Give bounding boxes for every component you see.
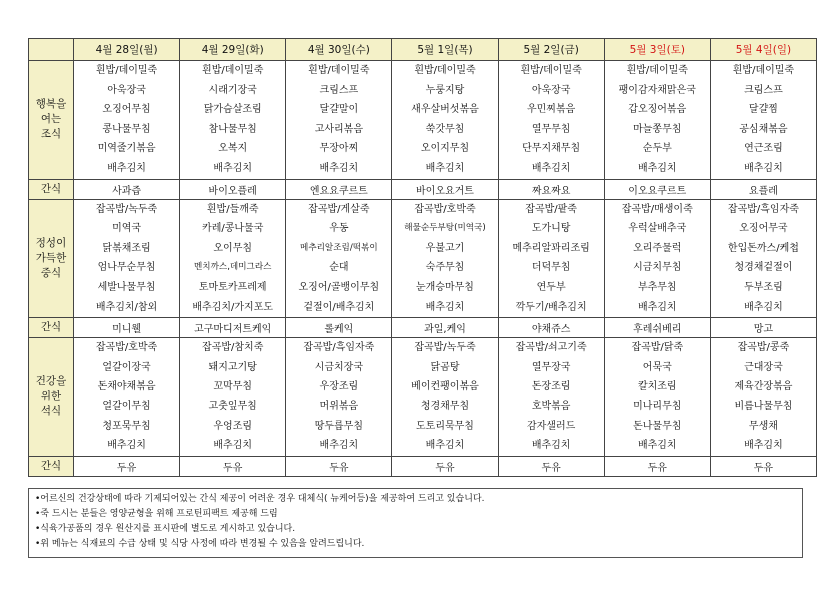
dish-item: 콩나물무침 (102, 123, 151, 135)
dish-item: 배추김치 (213, 162, 253, 174)
dinner-day-cell (710, 338, 816, 457)
dish-item: 얼갈이장국 (102, 361, 151, 373)
dish-item: 닭가슴살조림 (203, 104, 262, 116)
dish-item: 칼치조림 (637, 381, 677, 393)
dish-item: 잡곡밥/흑임자죽 (303, 342, 375, 354)
dish-item: 오리주물럭 (633, 242, 682, 254)
dish-item: 눈개승마무침 (416, 281, 474, 293)
lunch-day-cell (180, 199, 286, 318)
date-header: 4월 28일(월) (74, 39, 180, 61)
dish-item: 연근조림 (744, 143, 783, 155)
dinner-day-cell (74, 338, 180, 457)
dish-item: 달걀말이 (319, 104, 359, 116)
dish-item: 잡곡밥/닭죽 (631, 342, 684, 354)
snack-row-1 (29, 179, 817, 199)
dish-item: 배추김치 (107, 440, 146, 452)
dish-item: 우불고기 (425, 242, 465, 254)
dish-item: 배추김치 (531, 440, 571, 452)
dish-item: 우럭살배추국 (628, 223, 687, 235)
dish-item: 호박볶음 (531, 400, 571, 412)
dinner-day-cell (392, 338, 498, 457)
note-line: •어르신의 건강상태에 따라 기제되어있는 간식 제공이 어려운 경우 대체식( 뉴케어등)을 제공하여 드리고 있습니다. (35, 494, 485, 504)
dish-item: 베이컨팽이볶음 (411, 381, 479, 393)
dish-item: 잡곡밥/콩죽 (737, 342, 790, 354)
dish-item: 흰밥/데이밀죽 (202, 65, 264, 76)
dish-item: 겉절이/배추김치 (303, 301, 375, 313)
dish-item: 순대 (329, 262, 349, 274)
dish-item: 세발나물무침 (97, 281, 156, 293)
dish-item: 돈장조림 (531, 381, 571, 393)
breakfast-day-cell (710, 61, 816, 180)
dish-item: 잡곡밥/팥죽 (525, 203, 577, 215)
date-header-row (29, 39, 817, 61)
dinner-day-cell (180, 338, 286, 457)
snack-row-3 (29, 456, 817, 476)
snack-cell: 바이오플레 (180, 179, 286, 199)
dish-item: 도토리묵무침 (416, 420, 474, 432)
lunch-label: 정성이 가득한 중식 (29, 199, 74, 318)
dish-item: 돈채야채볶음 (97, 381, 156, 393)
snack-cell: 과일,케익 (392, 318, 498, 338)
lunch-day-cell (392, 199, 498, 318)
date-header-holiday: 5월 3일(토) (604, 39, 710, 61)
dish-item: 배추김치 (744, 440, 783, 452)
dish-item: 잡곡밥/흑임자죽 (727, 203, 799, 215)
dish-item: 어묵국 (642, 361, 672, 373)
snack-cell: 엔요요쿠르트 (286, 179, 392, 199)
lunch-day-cell (74, 199, 180, 318)
snack-cell: 두유 (180, 456, 286, 476)
dish-item: 배추김치 (637, 440, 677, 452)
dish-item: 무생채 (748, 420, 778, 432)
dish-item: 흰밥/데이밀죽 (95, 65, 158, 76)
dish-item: 잡곡밥/매생이죽 (621, 203, 693, 215)
dish-item: 숙주무침 (425, 262, 465, 274)
dish-item: 오징어무국 (739, 223, 788, 235)
dish-item: 배추김치 (213, 440, 253, 452)
dish-item: 배추김치 (744, 301, 783, 313)
dish-item: 미역줄기볶음 (97, 143, 156, 155)
dish-item: 잡곡밥/호박죽 (95, 342, 158, 354)
dish-item: 우동 (329, 223, 349, 235)
dish-item: 우엉조림 (213, 420, 253, 432)
dish-item: 돼지고기탕 (208, 361, 257, 373)
lunch-day-cell (286, 199, 392, 318)
dish-item: 돈나물무침 (633, 420, 682, 432)
dish-item: 감자샐러드 (526, 420, 576, 432)
dish-item: 잡곡밥/게살죽 (308, 203, 370, 215)
dish-item: 열무무침 (531, 123, 571, 135)
breakfast-row (29, 61, 817, 180)
dinner-label: 건강을 위한 석식 (29, 338, 74, 457)
dish-item: 꼬막무침 (213, 381, 253, 393)
dish-item: 얼갈이무침 (102, 400, 151, 412)
snack-row-2 (29, 318, 817, 338)
dish-item: 부추무침 (637, 281, 677, 293)
dish-item: 시래기장국 (208, 84, 257, 96)
snack-cell: 짜요짜요 (498, 179, 604, 199)
dish-item: 배추김치 (637, 301, 677, 313)
dish-item: 흰밥/데이밀죽 (520, 65, 582, 76)
snack-cell: 바이오요거트 (392, 179, 498, 199)
dish-item: 고사리볶음 (314, 123, 363, 135)
date-header-holiday: 5월 4일(일) (710, 39, 816, 61)
snack-cell: 후레쉬베리 (604, 318, 710, 338)
dish-item: 배추김치/참외 (95, 301, 158, 313)
snack-cell: 고구마디저트케익 (180, 318, 286, 338)
breakfast-day-cell (498, 61, 604, 180)
dish-item: 오징어/골뱅이무침 (298, 281, 380, 293)
dish-item: 잡곡밥/녹두죽 (95, 203, 158, 215)
dish-item: 아욱장국 (107, 84, 146, 96)
dish-item: 청경채겉절이 (734, 262, 793, 274)
dish-item: 메추리알조림/떡볶이 (300, 242, 378, 253)
dish-item: 배추김치/가지포도 (192, 301, 274, 313)
lunch-row (29, 199, 817, 318)
dinner-day-cell (604, 338, 710, 457)
dish-item: 머위볶음 (319, 400, 359, 412)
dish-item: 배추김치 (531, 162, 571, 174)
dish-item: 열무장국 (531, 361, 571, 373)
dish-item: 갑오징어볶음 (628, 104, 687, 116)
dish-item: 깍두기/배추김치 (515, 301, 587, 313)
snack-cell: 두유 (498, 456, 604, 476)
dish-item: 순두부 (642, 143, 672, 155)
dish-item: 미역국 (112, 223, 142, 235)
snack-cell: 사과즙 (74, 179, 180, 199)
dish-item: 잡곡밥/호박죽 (414, 203, 476, 215)
snack-cell: 이오요쿠르트 (604, 179, 710, 199)
dish-item: 흰밥/데이밀죽 (626, 65, 688, 76)
dish-item: 땅두릅무침 (314, 420, 363, 432)
dish-item: 단무지채무침 (522, 143, 581, 155)
dish-item: 메추리알꽈리조림 (512, 242, 590, 254)
dish-item: 오복지 (218, 143, 248, 155)
dish-item: 흰밥/데이밀죽 (308, 65, 370, 76)
note-line: •죽 드시는 분들은 영양균형을 위해 프로틴피팩트 제공해 드림 (35, 509, 278, 519)
dish-item: 멘치까스,데미그라스 (193, 262, 272, 273)
dish-item: 더덕무침 (531, 262, 571, 274)
dish-item: 근대장국 (744, 361, 783, 373)
date-header: 5월 2일(금) (498, 39, 604, 61)
lunch-day-cell (604, 199, 710, 318)
dish-item: 두부조림 (744, 281, 783, 293)
lunch-day-cell (498, 199, 604, 318)
dish-item: 배추김치 (425, 301, 465, 313)
dish-item: 닭곰탕 (430, 361, 460, 373)
note-line: •식육가공품의 경우 원산지를 표시판에 별도로 게시하고 있습니다. (35, 524, 296, 534)
dish-item: 크림스프 (319, 84, 359, 96)
dish-item: 배추김치 (107, 162, 146, 174)
dish-item: 참나물무침 (208, 123, 257, 135)
notes-box (28, 488, 803, 558)
dish-item: 흰밥/데이밀죽 (414, 65, 476, 76)
dish-item: 잡곡밥/녹두죽 (414, 342, 476, 354)
snack-cell: 두유 (392, 456, 498, 476)
dish-item: 마늘쫑무침 (633, 123, 682, 135)
dinner-day-cell (498, 338, 604, 457)
breakfast-day-cell (392, 61, 498, 180)
dish-item: 미나리무침 (633, 400, 682, 412)
dish-item: 크림스프 (744, 84, 783, 96)
snack-cell: 롤케익 (286, 318, 392, 338)
dinner-day-cell (286, 338, 392, 457)
lunch-day-cell (710, 199, 816, 318)
snack-cell: 요플레 (710, 179, 816, 199)
dish-item: 배추김치 (319, 440, 359, 452)
breakfast-day-cell (74, 61, 180, 180)
snack-cell: 야채쥬스 (498, 318, 604, 338)
breakfast-day-cell (286, 61, 392, 180)
dish-item: 잡곡밥/쇠고기죽 (515, 342, 587, 354)
dish-item: 해물순두부탕(미역국) (404, 223, 486, 234)
dish-item: 도가니탕 (531, 223, 571, 235)
dish-item: 배추김치 (637, 162, 677, 174)
dish-item: 시금치무침 (633, 262, 682, 274)
dish-item: 새우살버섯볶음 (411, 104, 479, 116)
snack-cell: 두유 (710, 456, 816, 476)
dish-item: 배추김치 (319, 162, 359, 174)
dish-item: 쑥갓무침 (425, 123, 465, 135)
breakfast-day-cell (604, 61, 710, 180)
weekly-menu-table (28, 38, 817, 477)
dish-item: 흰밥/들깨죽 (206, 203, 259, 215)
dish-item: 배추김치 (425, 440, 465, 452)
dish-item: 오이지무침 (420, 143, 470, 155)
dish-item: 닭볶채조림 (102, 242, 151, 254)
breakfast-day-cell (180, 61, 286, 180)
dinner-row (29, 338, 817, 457)
snack-label: 간식 (29, 318, 74, 338)
dish-item: 공심채볶음 (739, 123, 788, 135)
snack-label: 간식 (29, 179, 74, 199)
dish-item: 팽이감자채맑은국 (618, 84, 696, 96)
dish-item: 청경채무침 (420, 400, 470, 412)
date-header: 4월 30일(수) (286, 39, 392, 61)
dish-item: 배추김치 (425, 162, 465, 174)
dish-item: 우민찌볶음 (526, 104, 576, 116)
note-line: •위 메뉴는 식재료의 수급 상태 및 식당 사정에 따라 변경될 수 있음을 알려드립니다. (35, 539, 365, 549)
dish-item: 잡곡밥/참치죽 (202, 342, 264, 354)
snack-cell: 두유 (286, 456, 392, 476)
dish-item: 연두부 (536, 281, 566, 293)
dish-item: 오징어무침 (102, 104, 151, 116)
snack-cell: 두유 (604, 456, 710, 476)
corner-cell (29, 39, 74, 61)
dish-item: 청포묵무침 (102, 420, 151, 432)
dish-item: 누룽지탕 (425, 84, 465, 96)
dish-item: 아욱장국 (531, 84, 571, 96)
dish-item: 비름나물무침 (734, 400, 793, 412)
snack-label: 간식 (29, 456, 74, 476)
dish-item: 카레/콩나물국 (202, 223, 264, 235)
dish-item: 시금치장국 (314, 361, 363, 373)
snack-cell: 두유 (74, 456, 180, 476)
date-header: 5월 1일(목) (392, 39, 498, 61)
dish-item: 무장아찌 (319, 143, 359, 155)
dish-item: 고춧잎무침 (208, 400, 257, 412)
date-header: 4월 29일(화) (180, 39, 286, 61)
dish-item: 오이무침 (213, 242, 253, 254)
dish-item: 흰밥/데이밀죽 (732, 65, 795, 76)
snack-cell: 미니웰 (74, 318, 180, 338)
dish-item: 우장조림 (319, 381, 359, 393)
dish-item: 한입돈까스/케첩 (727, 242, 799, 254)
dish-item: 배추김치 (744, 162, 783, 174)
breakfast-label: 행복을 여는 조식 (29, 61, 74, 180)
dish-item: 달걀찜 (748, 104, 778, 116)
dish-item: 토마토카프레제 (198, 281, 267, 293)
dish-item: 엄나무순무침 (97, 262, 156, 274)
snack-cell: 망고 (710, 318, 816, 338)
dish-item: 제육간장볶음 (734, 381, 793, 393)
